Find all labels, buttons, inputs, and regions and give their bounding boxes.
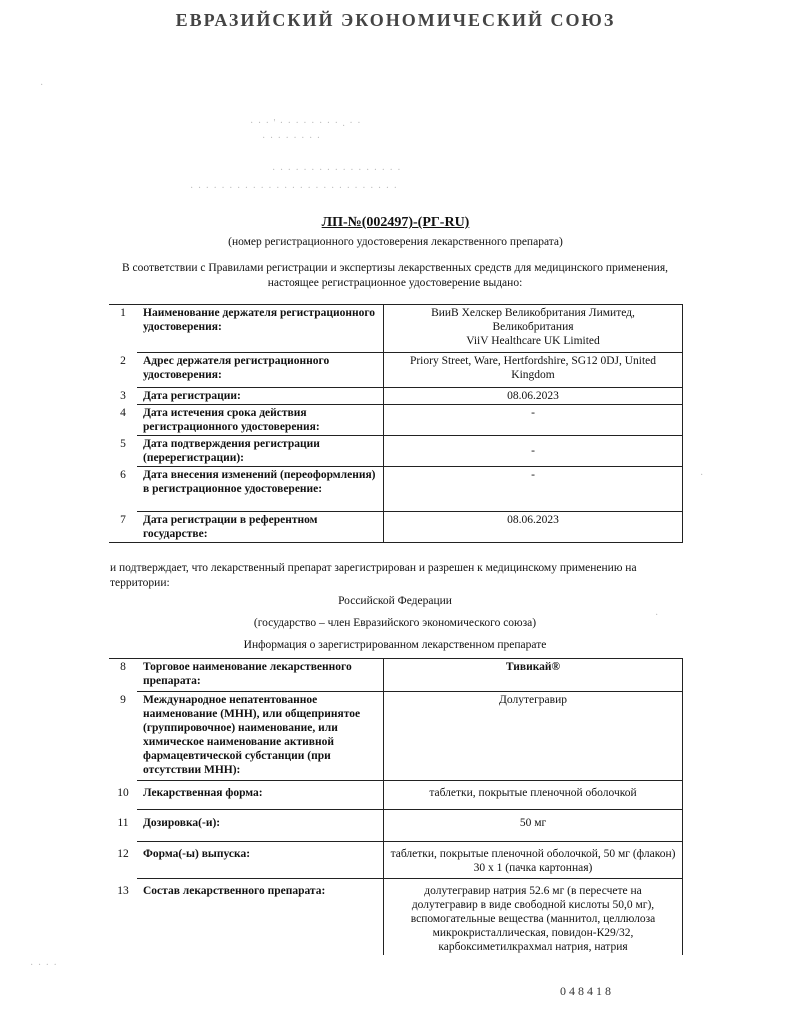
row-label: Дата истечения срока действия регистрационного удостоверения: — [137, 405, 384, 436]
table-row — [109, 305, 683, 353]
table-row — [109, 405, 683, 436]
product-info-heading: Информация о зарегистрированном лекарственном препарате — [243, 639, 547, 651]
registration-table — [109, 304, 683, 543]
row-label: Форма(-ы) выпуска: — [137, 842, 384, 879]
union-title: ЕВРАЗИЙСКИЙ ЭКОНОМИЧЕСКИЙ СОЮЗ — [175, 10, 616, 30]
row-label: Дата регистрации в референтном государстве: — [137, 512, 384, 543]
row-value: 50 мг — [384, 810, 683, 842]
row-label: Дата регистрации: — [137, 388, 384, 405]
table-row — [109, 436, 683, 467]
row-value: 08.06.2023 — [384, 512, 683, 543]
bleed-through-artifact: · · · ' · · · · · · · · . · · — [250, 118, 362, 129]
row-label: Дата внесения изменений (переоформления) в регистрационное удостоверение: — [137, 467, 384, 512]
row-value: таблетки, покрытые пленочной оболочкой, 50 мг (флакон) 30 х 1 (пачка картонная) — [384, 842, 683, 879]
row-number: 11 — [117, 816, 129, 829]
row-value: Priory Street, Ware, Hertfordshire, SG12 0DJ, United Kingdom — [384, 353, 683, 388]
table-row — [109, 879, 683, 956]
row-label: Дозировка(-и): — [137, 810, 384, 842]
bleed-through-artifact: · — [655, 610, 660, 621]
table-row — [109, 810, 683, 842]
intro-text: В соответствии с Правилами регистрации и экспертизы лекарственных средств для медицинского применения, настоящее регистрационное удостоверение выдано: — [121, 262, 668, 289]
page-stamp: 048418 — [560, 984, 614, 998]
row-number: 5 — [120, 437, 126, 450]
bleed-through-artifact: · · · · — [30, 960, 58, 971]
confirmation-text: и подтверждает, что лекарственный препарат зарегистрирован и разрешен к медицинскому применению на территории: — [110, 562, 637, 589]
row-number: 6 — [120, 468, 126, 481]
row-number: 9 — [120, 693, 126, 706]
territory: Российской Федерации — [338, 595, 452, 607]
row-number: 7 — [120, 513, 126, 526]
row-label: Состав лекарственного препарата: — [137, 879, 384, 956]
row-number: 2 — [120, 354, 126, 367]
table-row — [109, 353, 683, 388]
table-row — [109, 842, 683, 879]
bleed-through-artifact: · — [700, 470, 705, 481]
row-value: Тивикай® — [384, 659, 683, 692]
row-value: долутегравир натрия 52.6 мг (в пересчете на долутегравир в виде свободной кислоты 50,0 мг), вспомогательные вещества (маннитол, целлюлоза микрокристаллическая, повидон-К29/32, карбоксиметилкрахмал натрия, натрия — [384, 879, 683, 956]
row-number: 8 — [120, 661, 126, 673]
row-value: - — [384, 467, 683, 512]
row-value: Долутегравир — [384, 692, 683, 781]
row-value: - — [384, 405, 683, 436]
row-value: 08.06.2023 — [384, 388, 683, 405]
table-row — [109, 659, 683, 692]
product-table — [109, 658, 683, 955]
row-number: 13 — [117, 884, 129, 897]
row-value: ВииВ Хелскер Великобритания Лимитед, Великобритания ViiV Healthcare UK Limited — [384, 305, 683, 353]
registration-number: ЛП-№(002497)-(РГ-RU) — [321, 215, 470, 230]
row-label: Международное непатентованное наименование (МНН), или общепринятое (группировочное) наименование, или химическое наименование активной фармацевтической субстанции (при отсутствии МНН): — [137, 692, 384, 781]
table-row — [109, 388, 683, 405]
table-row — [109, 467, 683, 512]
row-number: 1 — [120, 307, 126, 319]
bleed-through-artifact: · · · · · · · · · · · · · · · · · — [272, 165, 402, 176]
row-label: Торговое наименование лекарственного препарата: — [143, 661, 352, 687]
bleed-through-artifact: · — [40, 80, 45, 91]
row-value: таблетки, покрытые пленочной оболочкой — [384, 781, 683, 810]
row-value: - — [384, 436, 683, 467]
row-label: Адрес держателя регистрационного удостоверения: — [137, 353, 384, 388]
row-label: Наименование держателя регистрационного удостоверения: — [143, 307, 376, 333]
row-number: 3 — [120, 389, 126, 402]
bleed-through-artifact: · · · · · · · · · · · · · · · · · · · · · · · · · · · — [190, 183, 398, 194]
territory-caption: (государство – член Евразийского экономического союза) — [253, 617, 537, 629]
table-row — [109, 781, 683, 810]
table-row — [109, 512, 683, 543]
row-number: 10 — [117, 786, 129, 799]
row-label: Лекарственная форма: — [137, 781, 384, 810]
registration-number-caption: (номер регистрационного удостоверения лекарственного препарата) — [228, 236, 563, 248]
row-number: 4 — [120, 406, 126, 419]
bleed-through-artifact: · · · · · · · · — [262, 133, 322, 144]
row-number: 12 — [117, 847, 129, 860]
table-row — [109, 692, 683, 781]
row-label: Дата подтверждения регистрации (перерегистрации): — [137, 436, 384, 467]
